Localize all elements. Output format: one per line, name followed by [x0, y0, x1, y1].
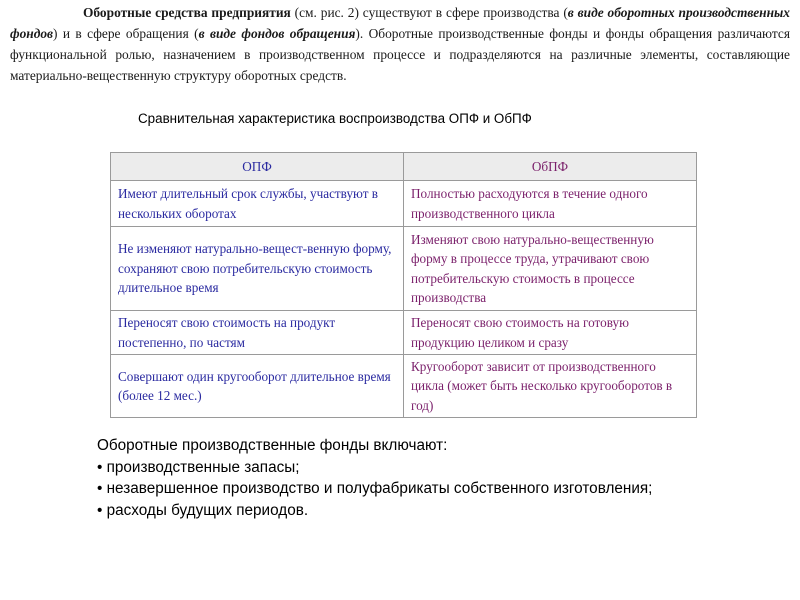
list-item: • незавершенное производство и полуфабрикаты собственного изготовления;	[97, 480, 653, 497]
opf-cell: Совершают один кругооборот длительное время (более 12 мес.)	[111, 355, 404, 418]
list-item: • расходы будущих периодов.	[97, 501, 309, 519]
header-opf: ОПФ	[111, 153, 404, 181]
table-row	[111, 227, 697, 311]
obpf-cell: Полностью расходуются в течение одного производственного цикла	[404, 181, 697, 227]
table-title: Сравнительная характеристика воспроизводства ОПФ и ОбПФ	[138, 111, 532, 126]
intro-text-3: ). Оборотные производственные фонды и фонды обращения различаются функциональной ролью, назначением в производственном процессе и подразделяются на различные элементы, составляющие материально-вещественную структуру оборотных средств.	[10, 26, 790, 83]
opf-cell: Имеют длительный срок службы, участвуют в нескольких оборотах	[111, 181, 404, 227]
intro-italic-1: в виде оборотных производственных фондов	[10, 5, 790, 41]
intro-text-1: (см. рис. 2) существуют в сфере производства (	[290, 5, 568, 20]
intro-italic-2: в виде фондов обращения	[198, 26, 356, 41]
bottom-section	[97, 435, 691, 521]
table-row	[111, 181, 697, 227]
intro-text-2: ) и в сфере обращения (	[53, 26, 199, 41]
table-row	[111, 311, 697, 355]
intro-paragraph	[10, 2, 790, 86]
obpf-cell: Переносят свою стоимость на готовую продукцию целиком и сразу	[404, 311, 697, 355]
list-item: • производственные запасы;	[97, 458, 300, 476]
intro-term: Оборотные средства предприятия	[83, 5, 291, 20]
comparison-table	[110, 152, 697, 418]
obpf-cell: Кругооборот зависит от производственного цикла (может быть несколько кругооборотов в год)	[404, 355, 697, 418]
header-obpf: ОбПФ	[404, 153, 697, 181]
bottom-heading: Оборотные производственные фонды включают:	[97, 437, 448, 454]
table-header-row	[111, 153, 697, 181]
opf-cell: Переносят свою стоимость на продукт постепенно, по частям	[111, 311, 404, 355]
obpf-cell: Изменяют свою натурально-вещественную форму в процессе труда, утрачивают свою потребительскую стоимость в процессе производства	[404, 227, 697, 311]
opf-cell: Не изменяют натурально-вещест-венную форму, сохраняют свою потребительскую стоимость длительное время	[111, 227, 404, 311]
table-row	[111, 355, 697, 418]
